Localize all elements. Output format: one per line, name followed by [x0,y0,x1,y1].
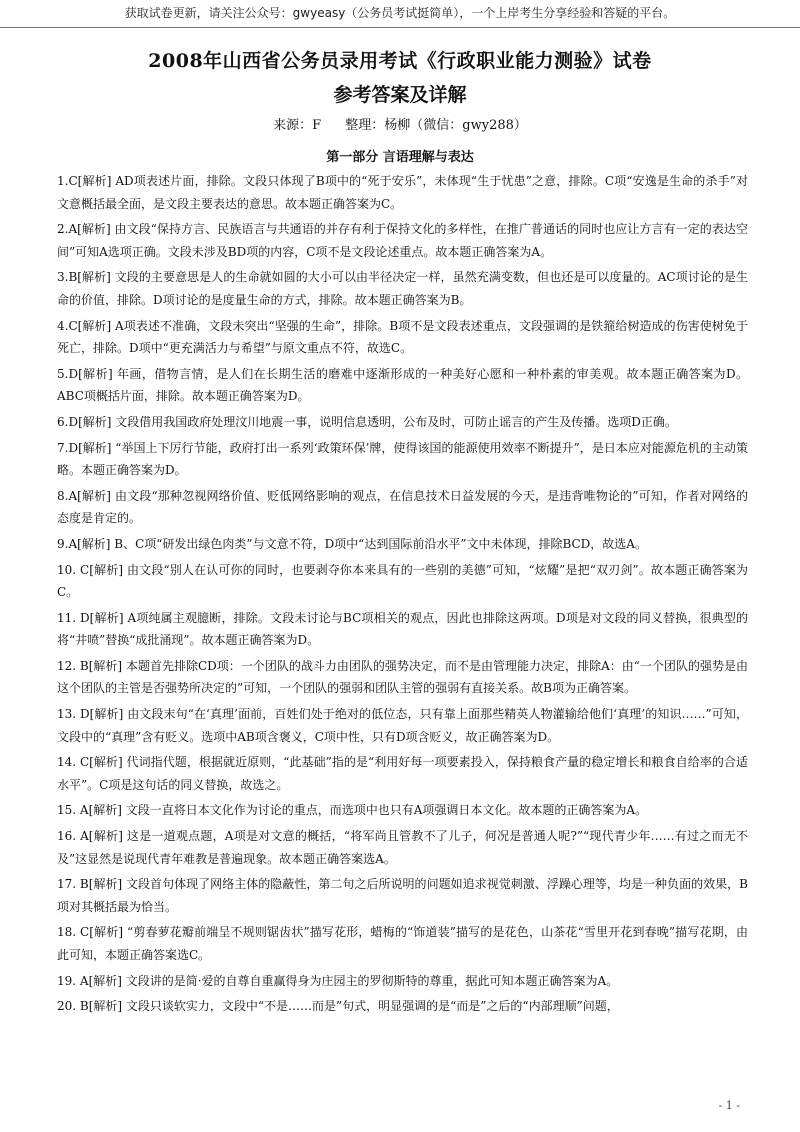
answer-item: 6.D[解析] 文段借用我国政府处理汶川地震一事，说明信息透明，公布及时，可防止谣言的产生及传播。选项D正确。 [57,414,677,429]
answer-item: 8.A[解析] 由文段“那种忽视网络价值、贬低网络影响的观点，在信息技术日益发展的今天，是违背唯物论的”可知，作者对网络的态度是肯定的。 [57,488,748,526]
source-editor: 整理：杨柳（微信：gwy288） [345,118,527,133]
answer-item: 14. C[解析] 代词指代题，根据就近原则，“此基础”指的是“利用好每一项要素投入，保持粮食产量的稳定增长和粮食自给率的合适水平”。C项是这句话的同义替换，故选之。 [57,755,748,792]
page-number: - 1 - [718,1099,740,1112]
source-origin: 来源：F [273,118,322,133]
answer-item: 17. B[解析] 文段首句体现了网络主体的隐蔽性，第二句之后所说明的问题如追求视觉刺激、浮躁心理等，均是一种负面的效果，B项对其概括最为恰当。 [57,877,748,914]
answer-item: 1.C[解析] AD项表述片面，排除。文段只体现了B项中的“死于安乐”，未体现“生于忧患”之意，排除。C项“安逸是生命的杀手”对文意概括最全面，是文段主要表达的意思。故本题正确答案为C。 [57,174,748,211]
answer-item: 9.A[解析] B、C项“研发出绿色肉类”与文意不符，D项中“达到国际前沿水平”文中未体现，排除BCD，故选A。 [57,536,647,551]
page-title: 2008年山西省公务员录用考试《行政职业能力测验》试卷 [148,50,652,72]
answer-item: 15. A[解析] 文段一直将日本文化作为讨论的重点，而选项中也只有A项强调日本文化。故本题的正确答案为A。 [57,803,648,818]
answer-item: 13. D[解析] 由文段末句“在‘真理’面前，百姓们处于绝对的低位态，只有靠上面那些精英人物灌输给他们‘真理’的知识……”可知，文段中的“真理”含有贬义。选项中AB项含褒义，C项中性，只有D项含贬义，故正确答案为D。 [57,707,748,744]
answer-item: 12. B[解析] 本题首先排除CD项：一个团队的战斗力由团队的强势决定，而不是由管理能力决定，排除A：由“一个团队的强势是由这个团队的主管是否强势所决定的”可知，一个团队的强弱和团队主管的强弱有直接关系。故B项为正确答案。 [57,658,748,696]
header-banner: 获取试卷更新，请关注公众号：gwyeasy（公务员考试挺简单），一个上岸考生分享经验和答疑的平台。 [0,0,800,28]
answer-item: 4.C[解析] A项表述不准确，文段未突出“坚强的生命”，排除。B项不是文段表述重点，文段强调的是铁箍给树造成的伤害使树免于死亡，排除。D项中“更充满活力与希望”与原文重点不符，故选C。 [57,318,748,356]
answer-item: 2.A[解析] 由文段“保持方言、民族语言与共通语的并存有利于保持文化的多样性，在推广普通话的同时也应让方言有一定的表达空间”可知A选项正确。文段未涉及BD项的内容，C项不是文段论述重点。故本题正确答案为A。 [57,222,748,259]
answer-item: 19. A[解析] 文段讲的是简·爱的自尊自重赢得身为庄园主的罗彻斯特的尊重，据此可知本题正确答案为A。 [57,973,619,988]
answer-item: 11. D[解析] A项纯属主观臆断，排除。文段未讨论与BC项相关的观点，因此也排除这两项。D项是对文段的同义替换，很典型的将“井喷”替换“成批涌现”。故本题正确答案为D。 [57,610,748,648]
section-title: 第一部分 言语理解与表达 [326,150,474,165]
source-line [0,115,800,137]
page-subtitle: 参考答案及详解 [333,84,467,106]
answer-list [0,169,800,1018]
answer-item: 18. C[解析] “剪春萝花瓣前端呈不规则锯齿状”描写花形，蜡梅的“饰道装”描写的是花色，山茶花“雪里开花到春晚”描写花期，由此可知，本题正确答案选C。 [57,925,748,962]
answer-item: 20. B[解析] 文段只谈软实力，文段中“不是……而是”句式，明显强调的是“而是”之后的“内部理顺”问题， [57,999,619,1014]
answer-item: 3.B[解析] 文段的主要意思是人的生命就如圆的大小可以由半径决定一样，虽然充满变数，但也还是可以度量的。AC项讨论的是生命的价值，排除。D项讨论的是度量生命的方式，排除。故本题正确答案为B。 [57,270,748,307]
answer-item: 7.D[解析] “举国上下厉行节能，政府打出一系列‘政策环保’牌，使得该国的能源使用效率不断提升”，是日本应对能源危机的主动策略。本题正确答案为D。 [57,440,748,478]
answer-item: 16. A[解析] 这是一道观点题，A项是对文意的概括，“将军尚且管教不了儿子，何况是普通人呢?”“现代青少年……有过之而无不及”这显然是说现代青年难教是普遍现象。故本题正确答案选A。 [57,829,748,866]
answer-item: 10. C[解析] 由文段“别人在认可你的同时，也要剥夺你本来具有的一些别的美德”可知，“炫耀”是把“双刃剑”。故本题正确答案为C。 [57,562,748,600]
answer-item: 5.D[解析] 年画，借物言情，是人们在长期生活的磨难中逐渐形成的一种美好心愿和一种朴素的审美观。故本题正确答案为D。ABC项概括片面，排除。故本题正确答案为D。 [57,366,748,404]
